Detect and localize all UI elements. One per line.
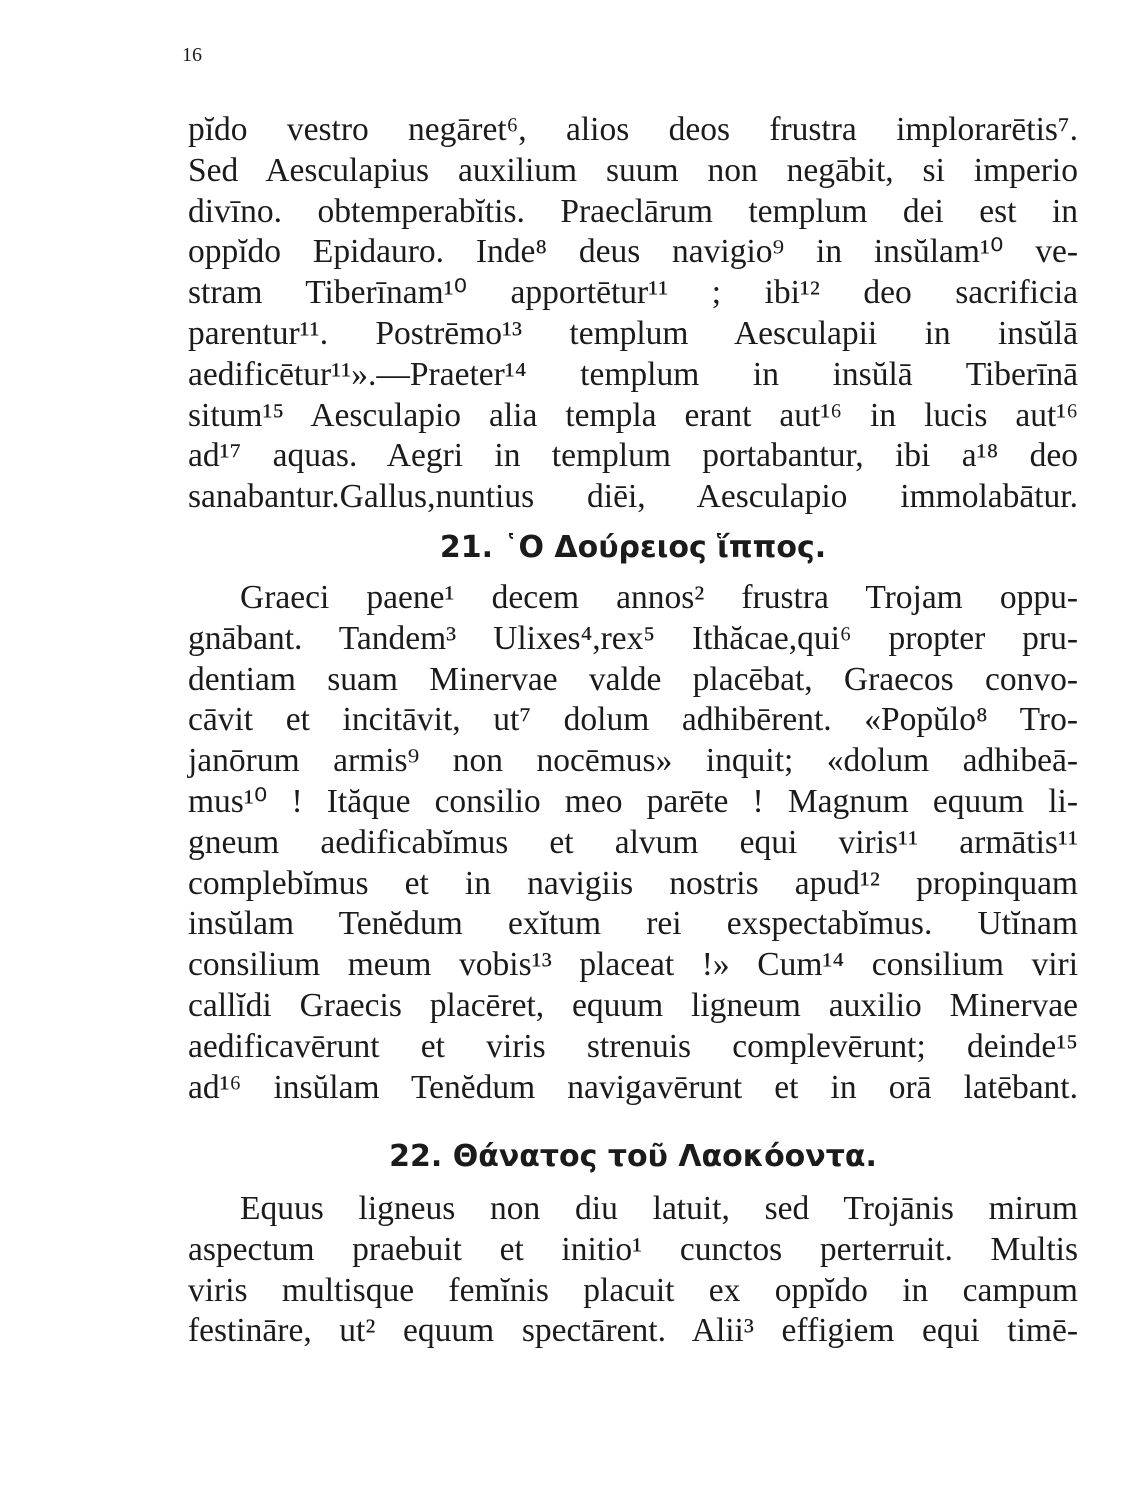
page-number: 16 [182,44,202,66]
text-line: insŭlam Tenĕdum exĭtum rei exspectabĭmus. Utĭnam [188,905,1078,943]
text-line: Equus ligneus non diu latuit, sed Trojānis mirum [240,1190,1078,1227]
text-line: Sed Aesculapius auxilium suum non negābit, si imperio [188,151,1078,189]
text-line: oppĭdo Epidauro. Inde⁸ deus navigio⁹ in insŭlam¹⁰ ve- [188,233,1078,271]
paragraph-wooden-horse [188,578,1078,1108]
text-line: cāvit et incitāvit, ut⁷ dolum adhibērent. «Popŭlo⁸ Tro- [188,701,1078,739]
text-line: festināre, ut² equum spectārent. Alii³ effigiem equi timē- [188,1312,1078,1350]
text-line: complebĭmus et in navigiis nostris apud¹² propinquam [188,864,1078,902]
heading-21-wooden-horse: 21. ῾Ο Δούρειος ἵππος. [439,530,827,565]
text-line: gneum aedificabĭmus et alvum equi viris¹¹ armātis¹¹ [188,823,1078,861]
text-line: viris multisque femĭnis placuit ex oppĭdo in campum [188,1271,1078,1309]
paragraph-aesculapius [188,110,1078,518]
text-line: divīno. obtemperabĭtis. Praeclārum templum dei est in [188,192,1078,230]
text-line: aspectum praebuit et initio¹ cunctos perterruit. Multis [188,1230,1078,1268]
text-line: ad¹⁶ insŭlam Tenĕdum navigavērunt et in orā latēbant. [188,1068,1078,1106]
text-line: aedificētur¹¹».—Praeter¹⁴ templum in insŭlā Tiberīnā [188,355,1078,393]
text-line: Graeci paene¹ decem annos² frustra Trojam oppu- [240,579,1078,616]
text-line: aedificavērunt et viris strenuis complevērunt; deinde¹⁵ [188,1027,1078,1065]
text-line: situm¹⁵ Aesculapio alia templa erant aut¹⁶ in lucis aut¹⁶ [188,396,1078,434]
heading-22-death-of-laocoon: 22. Θάνατος τοῦ Λαοκόοντα. [389,1139,877,1174]
paragraph-laocoon [188,1189,1078,1352]
text-line: mus¹⁰ ! Ităque consilio meo parēte ! Magnum equum li- [188,782,1078,820]
text-line: stram Tiberīnam¹⁰ apportētur¹¹ ; ibi¹² deo sacrificia [188,274,1078,312]
text-line: ad¹⁷ aquas. Aegri in templum portabantur, ibi a¹⁸ deo [188,437,1078,475]
text-line: janōrum armis⁹ non nocēmus» inquit; «dolum adhibeā- [188,742,1078,780]
text-line: dentiam suam Minervae valde placēbat, Graecos convo- [188,660,1078,698]
text-line: callĭdi Graecis placēret, equum ligneum auxilio Minervae [188,986,1078,1024]
text-line: parentur¹¹. Postrēmo¹³ templum Aesculapii in insŭlā [188,314,1078,352]
text-line: gnābant. Tandem³ Ulixes⁴,rex⁵ Ithăcae,qui⁶ propter pru- [188,619,1078,657]
text-line: consilium meum vobis¹³ placeat !» Cum¹⁴ consilium viri [188,946,1078,984]
text-line: sanabantur.Gallus,nuntius diēi, Aesculapio immolabātur. [188,478,1078,516]
text-line: pĭdo vestro negāret⁶, alios deos frustra implorarētis⁷. [188,111,1078,148]
